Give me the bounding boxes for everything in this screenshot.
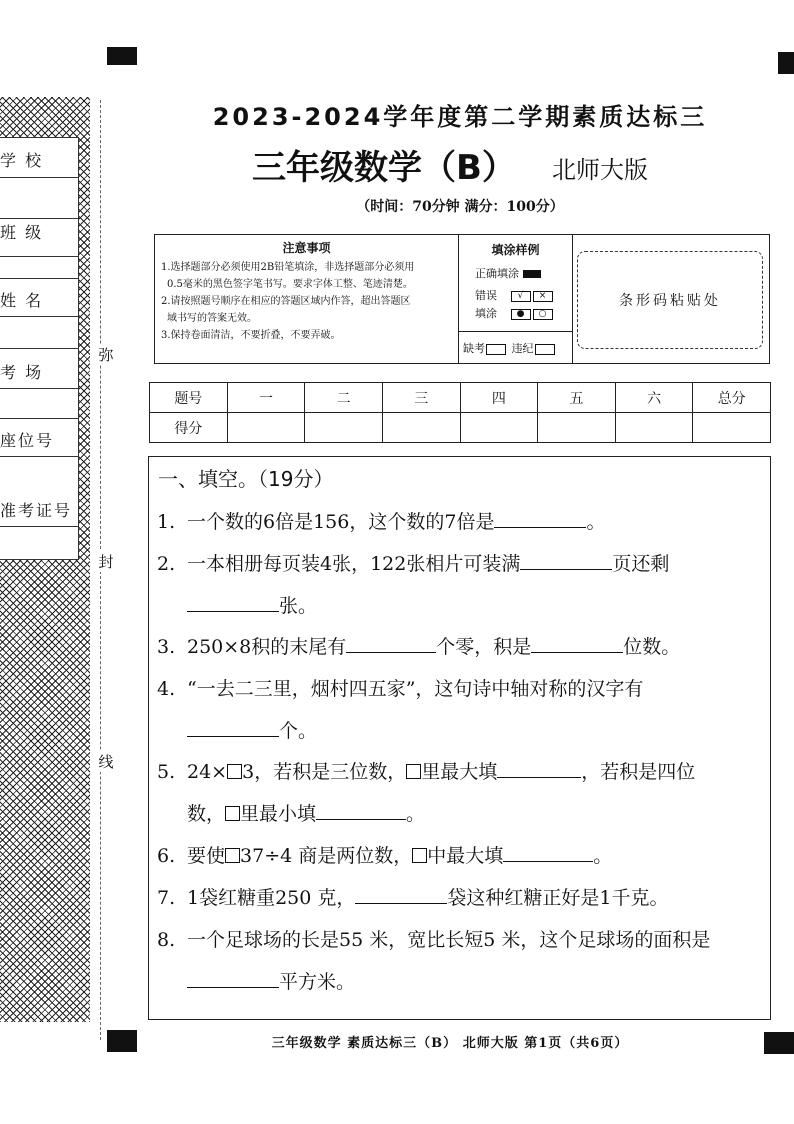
fill-label: 填涂	[475, 307, 497, 320]
fill-in-blank-section	[148, 456, 771, 1020]
filled-mark-icon	[523, 270, 541, 278]
question-text: 24×	[187, 761, 228, 783]
score-table	[149, 382, 771, 443]
question-text: 里最小填	[240, 803, 317, 825]
question-1	[157, 507, 765, 534]
notice-item: 0.5毫米的黑色签字笔书写。要求字体工整、笔迹清楚。	[167, 279, 413, 290]
divider-line	[0, 218, 79, 219]
notice-instructions	[155, 235, 459, 363]
score-header-cell: 六	[615, 383, 693, 413]
question-text: 位数。	[623, 636, 681, 658]
answer-blank[interactable]	[346, 634, 436, 653]
notice-item: 1.选择题部分必须使用2B铅笔填涂，非选择题部分必须用	[161, 262, 415, 273]
wrong-label: 错误	[475, 289, 497, 302]
score-cell[interactable]	[693, 413, 771, 443]
circle-mark-icon: ○	[533, 309, 553, 320]
divider-line	[0, 348, 79, 349]
cross-mark-icon: ×	[533, 291, 553, 302]
notice-item: 2.请按照题号顺序在相应的答题区域内作答，超出答题区	[161, 296, 411, 307]
answer-blank[interactable]	[531, 634, 623, 653]
question-8-cont	[157, 967, 765, 994]
question-3	[157, 632, 765, 659]
digit-box-icon	[406, 764, 421, 779]
score-cell[interactable]	[460, 413, 538, 443]
question-5	[157, 757, 765, 784]
edition-label: 北师大版	[552, 156, 648, 184]
question-4	[157, 674, 765, 701]
student-info-box	[0, 137, 79, 560]
question-text: 37÷4 商是两位数，	[240, 845, 413, 867]
correct-fill-row	[475, 265, 541, 281]
page-footer: 三年级数学 素质达标三（B） 北师大版 第1页（共6页）	[271, 1036, 629, 1051]
answer-blank[interactable]	[187, 969, 279, 988]
correct-fill-label: 正确填涂	[475, 267, 519, 280]
question-text: 个零，积是	[436, 636, 532, 658]
section-heading: 一、填空。（19分）	[158, 467, 334, 491]
fill-sample-title: 填涂样例	[491, 243, 540, 257]
digit-box-icon	[412, 848, 427, 863]
score-cell[interactable]	[615, 413, 693, 443]
question-text: 平方米。	[279, 971, 356, 993]
question-text: 一个足球场的长是55 米，宽比长短5 米，这个足球场的面积是	[187, 929, 711, 951]
score-row-label: 得分	[150, 413, 228, 443]
question-number: 4.	[157, 678, 176, 700]
check-mark-icon: √	[511, 291, 531, 302]
score-header-cell: 题号	[150, 383, 228, 413]
question-text: “一去二三里，烟村四五家”，这句诗中轴对称的汉字有	[187, 678, 644, 700]
notice-panel	[154, 234, 770, 364]
absent-violation-row	[459, 331, 573, 364]
seal-char: 线	[96, 751, 116, 772]
question-text: 中最大填	[427, 845, 504, 867]
exam-room-label: 考 场	[0, 363, 44, 382]
question-text: ，若积是四位	[581, 761, 696, 783]
question-7	[157, 883, 765, 910]
violation-checkbox[interactable]	[535, 344, 555, 355]
question-text: 。	[406, 803, 426, 825]
score-cell[interactable]	[538, 413, 616, 443]
question-text: 3，若积是三位数，	[242, 761, 407, 783]
time-and-score-info: （时间：70分钟 满分：100分）	[356, 199, 564, 215]
answer-blank[interactable]	[494, 509, 586, 528]
question-text: 张。	[279, 595, 318, 617]
score-header-cell: 三	[382, 383, 460, 413]
answer-blank[interactable]	[497, 759, 581, 778]
wrong-fill-row-2	[475, 305, 553, 321]
school-field-line[interactable]	[0, 177, 79, 178]
seat-number-field-line[interactable]	[0, 456, 79, 457]
score-header-cell: 四	[460, 383, 538, 413]
seat-number-label: 座位号	[0, 431, 55, 450]
score-table-header-row	[150, 383, 771, 413]
question-text: 。	[593, 845, 613, 867]
digit-box-icon	[225, 806, 240, 821]
name-label: 姓 名	[0, 291, 44, 310]
registration-mark-top-left	[107, 47, 137, 65]
question-text: 袋这种红糖正好是1千克。	[447, 887, 669, 909]
digit-box-icon	[227, 764, 242, 779]
question-text: 一个数的6倍是156，这个数的7倍是	[187, 511, 495, 533]
divider-line	[0, 418, 79, 419]
notice-item: 3.保持卷面清洁，不要折叠，不要弄破。	[161, 330, 341, 341]
exam-title-line: 2023-2024学年度第二学期素质达标三	[212, 103, 708, 131]
question-text: 1袋红糖重250 克，	[187, 887, 356, 909]
question-text: 一本相册每页装4张，122张相片可装满	[187, 553, 521, 575]
question-text: 里最大填	[421, 761, 498, 783]
score-header-cell: 总分	[693, 383, 771, 413]
question-text: 250×8积的末尾有	[187, 636, 347, 658]
question-text: 页还剩	[612, 553, 670, 575]
question-text: 数，	[187, 803, 226, 825]
score-header-cell: 一	[227, 383, 305, 413]
violation-label: 违纪	[511, 342, 534, 355]
question-number: 5.	[157, 761, 176, 783]
exam-id-field-line[interactable]	[0, 526, 79, 527]
question-text: 。	[586, 511, 606, 533]
digit-box-icon	[225, 848, 240, 863]
registration-mark-bottom-left	[107, 1030, 137, 1052]
score-cell[interactable]	[227, 413, 305, 443]
name-field-line[interactable]	[0, 316, 79, 317]
registration-mark-bottom-right	[764, 1032, 794, 1054]
notice-title: 注意事项	[282, 241, 331, 255]
class-label: 班 级	[0, 223, 44, 242]
question-number: 1.	[157, 511, 176, 533]
answer-blank[interactable]	[316, 801, 406, 820]
question-4-cont	[157, 716, 765, 743]
score-header-cell: 五	[538, 383, 616, 413]
answer-blank[interactable]	[187, 593, 279, 612]
score-header-cell: 二	[305, 383, 383, 413]
exam-id-label: 准考证号	[0, 501, 73, 520]
absent-checkbox[interactable]	[486, 344, 506, 355]
class-field-line[interactable]	[0, 256, 79, 257]
answer-blank[interactable]	[187, 718, 279, 737]
seal-char: 弥	[96, 344, 116, 365]
score-table-score-row	[150, 413, 771, 443]
barcode-area: 条形码粘贴处	[577, 251, 763, 349]
answer-blank[interactable]	[503, 843, 593, 862]
school-label: 学 校	[0, 151, 44, 170]
fill-sample-panel	[459, 235, 573, 363]
question-number: 6.	[157, 845, 176, 867]
registration-mark-top-right	[778, 52, 794, 74]
question-2-cont	[157, 591, 765, 618]
absent-label: 缺考	[463, 342, 485, 355]
question-8	[157, 925, 765, 952]
score-cell[interactable]	[305, 413, 383, 443]
question-text: 要使	[187, 845, 226, 867]
question-text: 个。	[279, 720, 318, 742]
question-number: 3.	[157, 636, 176, 658]
question-5-cont	[157, 799, 765, 826]
exam-main-title: 三年级数学（B）	[252, 148, 516, 188]
answer-blank[interactable]	[520, 551, 612, 570]
divider-line	[0, 278, 79, 279]
question-2	[157, 549, 765, 576]
seal-char: 封	[96, 551, 116, 572]
exam-room-field-line[interactable]	[0, 388, 79, 389]
wrong-fill-row	[475, 287, 553, 303]
question-number: 7.	[157, 887, 176, 909]
question-6	[157, 841, 765, 868]
score-cell[interactable]	[382, 413, 460, 443]
answer-blank[interactable]	[355, 885, 447, 904]
dot-mark-icon: ●	[511, 309, 531, 320]
notice-item: 域书写的答案无效。	[167, 313, 257, 324]
question-number: 2.	[157, 553, 176, 575]
question-number: 8.	[157, 929, 176, 951]
